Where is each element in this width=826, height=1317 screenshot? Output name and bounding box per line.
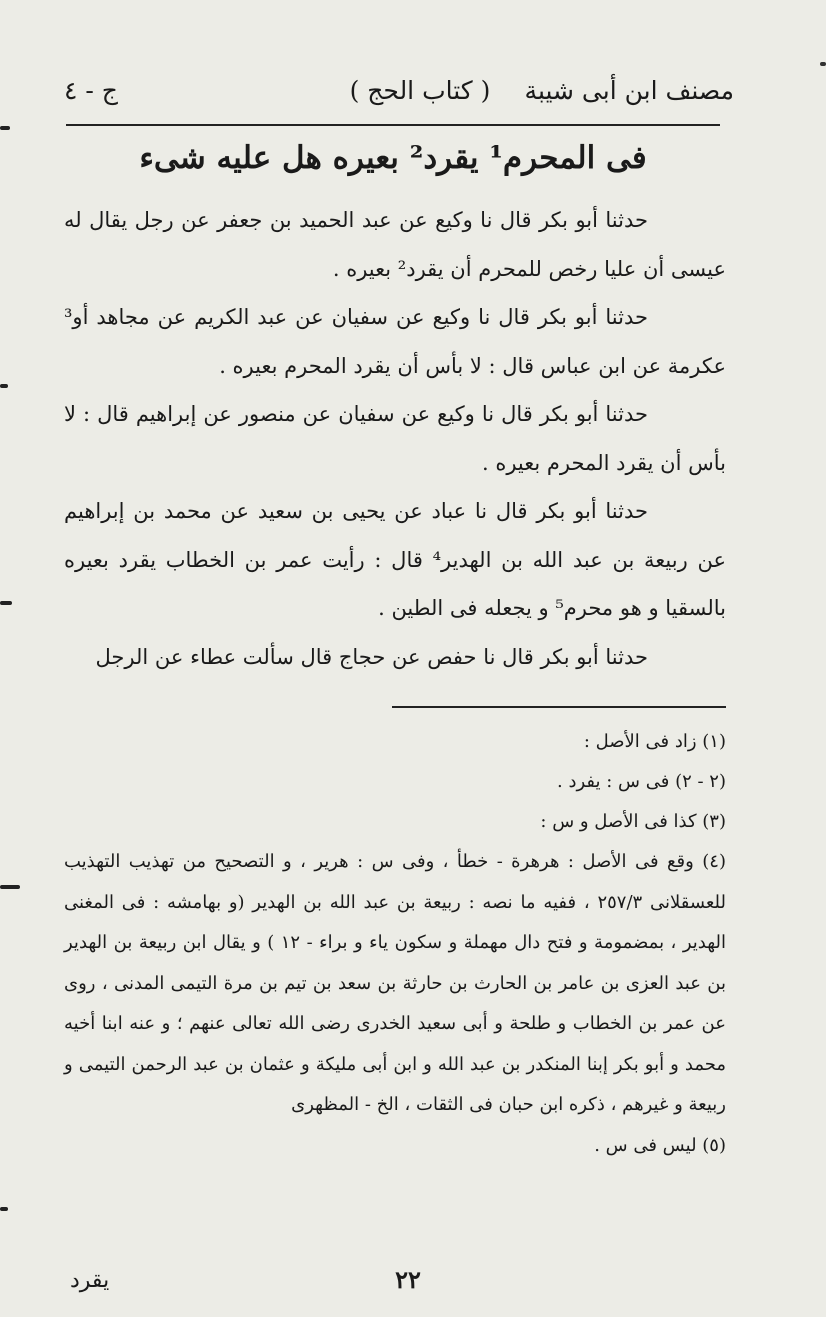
footnote-1: (١) زاد فى الأصل : — [583, 731, 726, 752]
footnote-3: (٣) كذا فى الأصل و س : — [540, 811, 726, 832]
header-rule — [66, 124, 720, 126]
footnote-5: (٥) ليس فى س . — [594, 1134, 726, 1156]
footnote-4: (٤) وقع فى الأصل : هرهرة - خطأ ، وفى س : هرير ، و التصحيح من تهذيب التهذيب للعسقلانى ٢٥٧/٣ ، ففيه ما نصه : ربيعة بن عبد الله بن الهدير (و بهامشه : فى المغنى الهدير ، بمضمومة و فتح دال مهملة و سكون ياء و براء - ١٢ ) و يقال ابن ربيعة بن الهدير بن عبد العزى بن عامر بن الحارث بن حارثة بن سعد بن تيم بن مرة التيمى المدنى ، روى عن عمر بن الخطاب و طلحة و أبى سعيد الخدرى رضى الله تعالى عنهم ؛ و عنه ابنا أخيه محمد و أبو بكر إبنا المنكدر بن عبد الله و ابن أبى مليكة و عثمان بن عبد الرحمن التيمى و ربيعة و غيرهم ، ذكره ابن حبان فى الثقات ، الخ - المظهرى — [64, 851, 727, 1115]
hadith-paragraph: حدثنا أبو بكر قال نا حفص عن حجاج قال سألت عطاء عن الرجل — [95, 644, 648, 669]
main-text — [64, 196, 726, 681]
running-header-book-title: مصنف ابن أبى شيبة — [524, 76, 734, 105]
hadith-paragraph: حدثنا أبو بكر قال نا وكيع عن سفيان عن عبد الكريم عن مجاهد أو³ عكرمة عن ابن عباس قال : لا بأس أن يقرد المحرم بعيره . — [64, 305, 726, 378]
chapter-title: فى المحرم¹ يقرد² بعيره هل عليه شىء — [139, 140, 647, 176]
running-header-section: ( كتاب الحج ) — [349, 76, 491, 105]
margin-mark — [820, 62, 826, 66]
footnotes — [64, 722, 726, 1166]
running-header-volume: ج - ٤ — [64, 76, 118, 105]
page-number: ٢٢ — [395, 1265, 421, 1294]
hadith-paragraph: حدثنا أبو بكر قال نا عباد عن يحيى بن سعيد عن محمد بن إبراهيم عن ربيعة بن عبد الله بن الهدير⁴ قال : رأيت عمر بن الخطاب يقرد بعيره بالسقيا و هو محرم⁵ و يجعله فى الطين . — [64, 499, 726, 620]
hadith-paragraph: حدثنا أبو بكر قال نا وكيع عن سفيان عن منصور عن إبراهيم قال : لا بأس أن يقرد المحرم بعيره . — [64, 402, 726, 475]
footnote-2: (٢ - ٢) فى س : يفرد . — [557, 771, 726, 792]
catchword: يقرد — [70, 1268, 110, 1293]
hadith-paragraph: حدثنا أبو بكر قال نا وكيع عن عبد الحميد بن جعفر عن رجل يقال له عيسى أن عليا رخص للمحرم أن يقرد² بعيره . — [64, 208, 726, 281]
margin-mark — [0, 126, 10, 130]
margin-mark — [0, 384, 8, 388]
margin-mark — [0, 885, 20, 889]
margin-mark — [0, 1207, 8, 1211]
margin-mark — [0, 601, 12, 605]
footnote-rule — [392, 706, 726, 708]
